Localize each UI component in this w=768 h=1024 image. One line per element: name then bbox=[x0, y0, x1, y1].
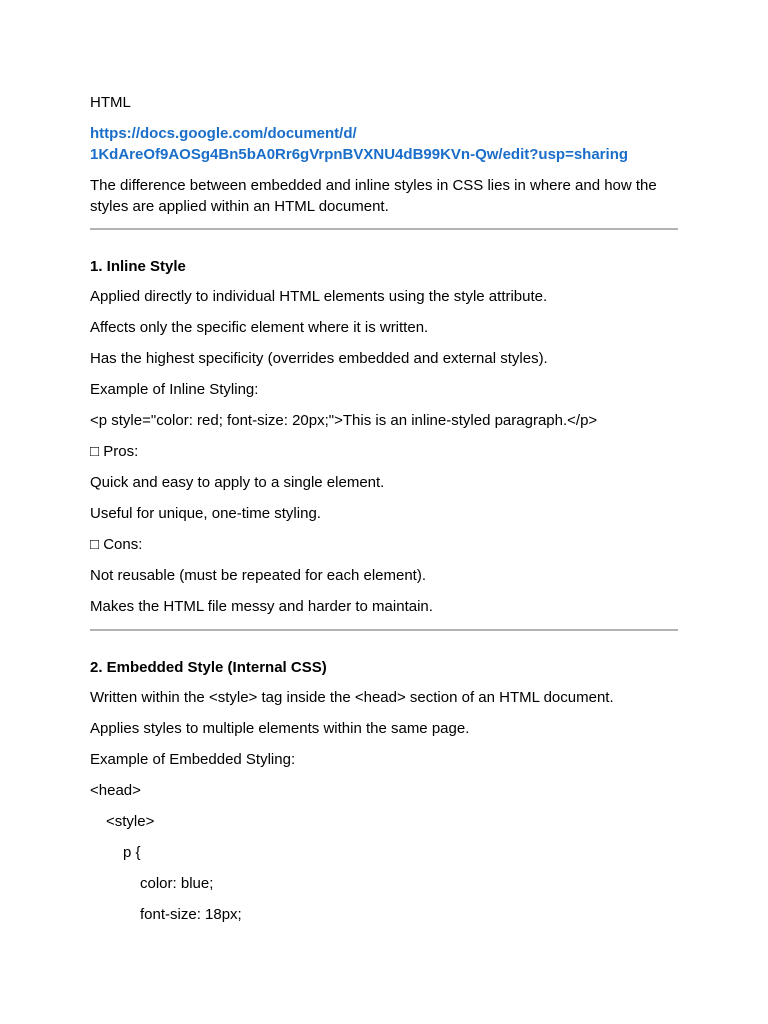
code-line: <head> bbox=[90, 782, 141, 799]
cons-item: Not reusable (must be repeated for each element). bbox=[90, 567, 427, 584]
divider bbox=[90, 228, 678, 230]
pros-label: □ Pros: bbox=[90, 443, 139, 460]
inline-line: Applied directly to individual HTML elements using the style attribute. bbox=[90, 288, 548, 305]
code-line: p { bbox=[123, 844, 141, 861]
pros-item: Useful for unique, one-time styling. bbox=[90, 505, 321, 522]
code-line: font-size: 18px; bbox=[140, 906, 242, 923]
embedded-line: Applies styles to multiple elements within the same page. bbox=[90, 720, 470, 737]
divider bbox=[90, 629, 678, 631]
section-heading-inline: 1. Inline Style bbox=[90, 258, 186, 275]
embedded-line: Written within the <style> tag inside the <head> section of an HTML document. bbox=[90, 689, 614, 706]
doc-link-line-1[interactable]: https://docs.google.com/document/d/ bbox=[90, 125, 357, 142]
cons-item: Makes the HTML file messy and harder to maintain. bbox=[90, 598, 433, 615]
code-line: color: blue; bbox=[140, 875, 214, 892]
inline-line: Affects only the specific element where it is written. bbox=[90, 319, 429, 336]
pros-item: Quick and easy to apply to a single element. bbox=[90, 474, 385, 491]
section-heading-embedded: 2. Embedded Style (Internal CSS) bbox=[90, 659, 327, 676]
doc-link-line-2[interactable]: 1KdAreOf9AOSg4Bn5bA0Rr6gVrpnBVXNU4dB99KVn-Qw/edit?usp=sharing bbox=[90, 146, 629, 163]
doc-link[interactable] bbox=[90, 123, 680, 165]
code-line: <style> bbox=[106, 813, 155, 830]
cons-label: □ Cons: bbox=[90, 536, 143, 553]
embedded-line: Example of Embedded Styling: bbox=[90, 751, 296, 768]
doc-top-label: HTML bbox=[90, 94, 131, 111]
inline-line: Has the highest specificity (overrides embedded and external styles). bbox=[90, 350, 548, 367]
inline-line: Example of Inline Styling: bbox=[90, 381, 259, 398]
inline-code-example: <p style="color: red; font-size: 20px;">This is an inline-styled paragraph.</p> bbox=[90, 412, 598, 429]
document-page bbox=[90, 92, 680, 935]
doc-intro: The difference between embedded and inline styles in CSS lies in where and how the styles are applied within an HTML document. bbox=[90, 177, 657, 215]
